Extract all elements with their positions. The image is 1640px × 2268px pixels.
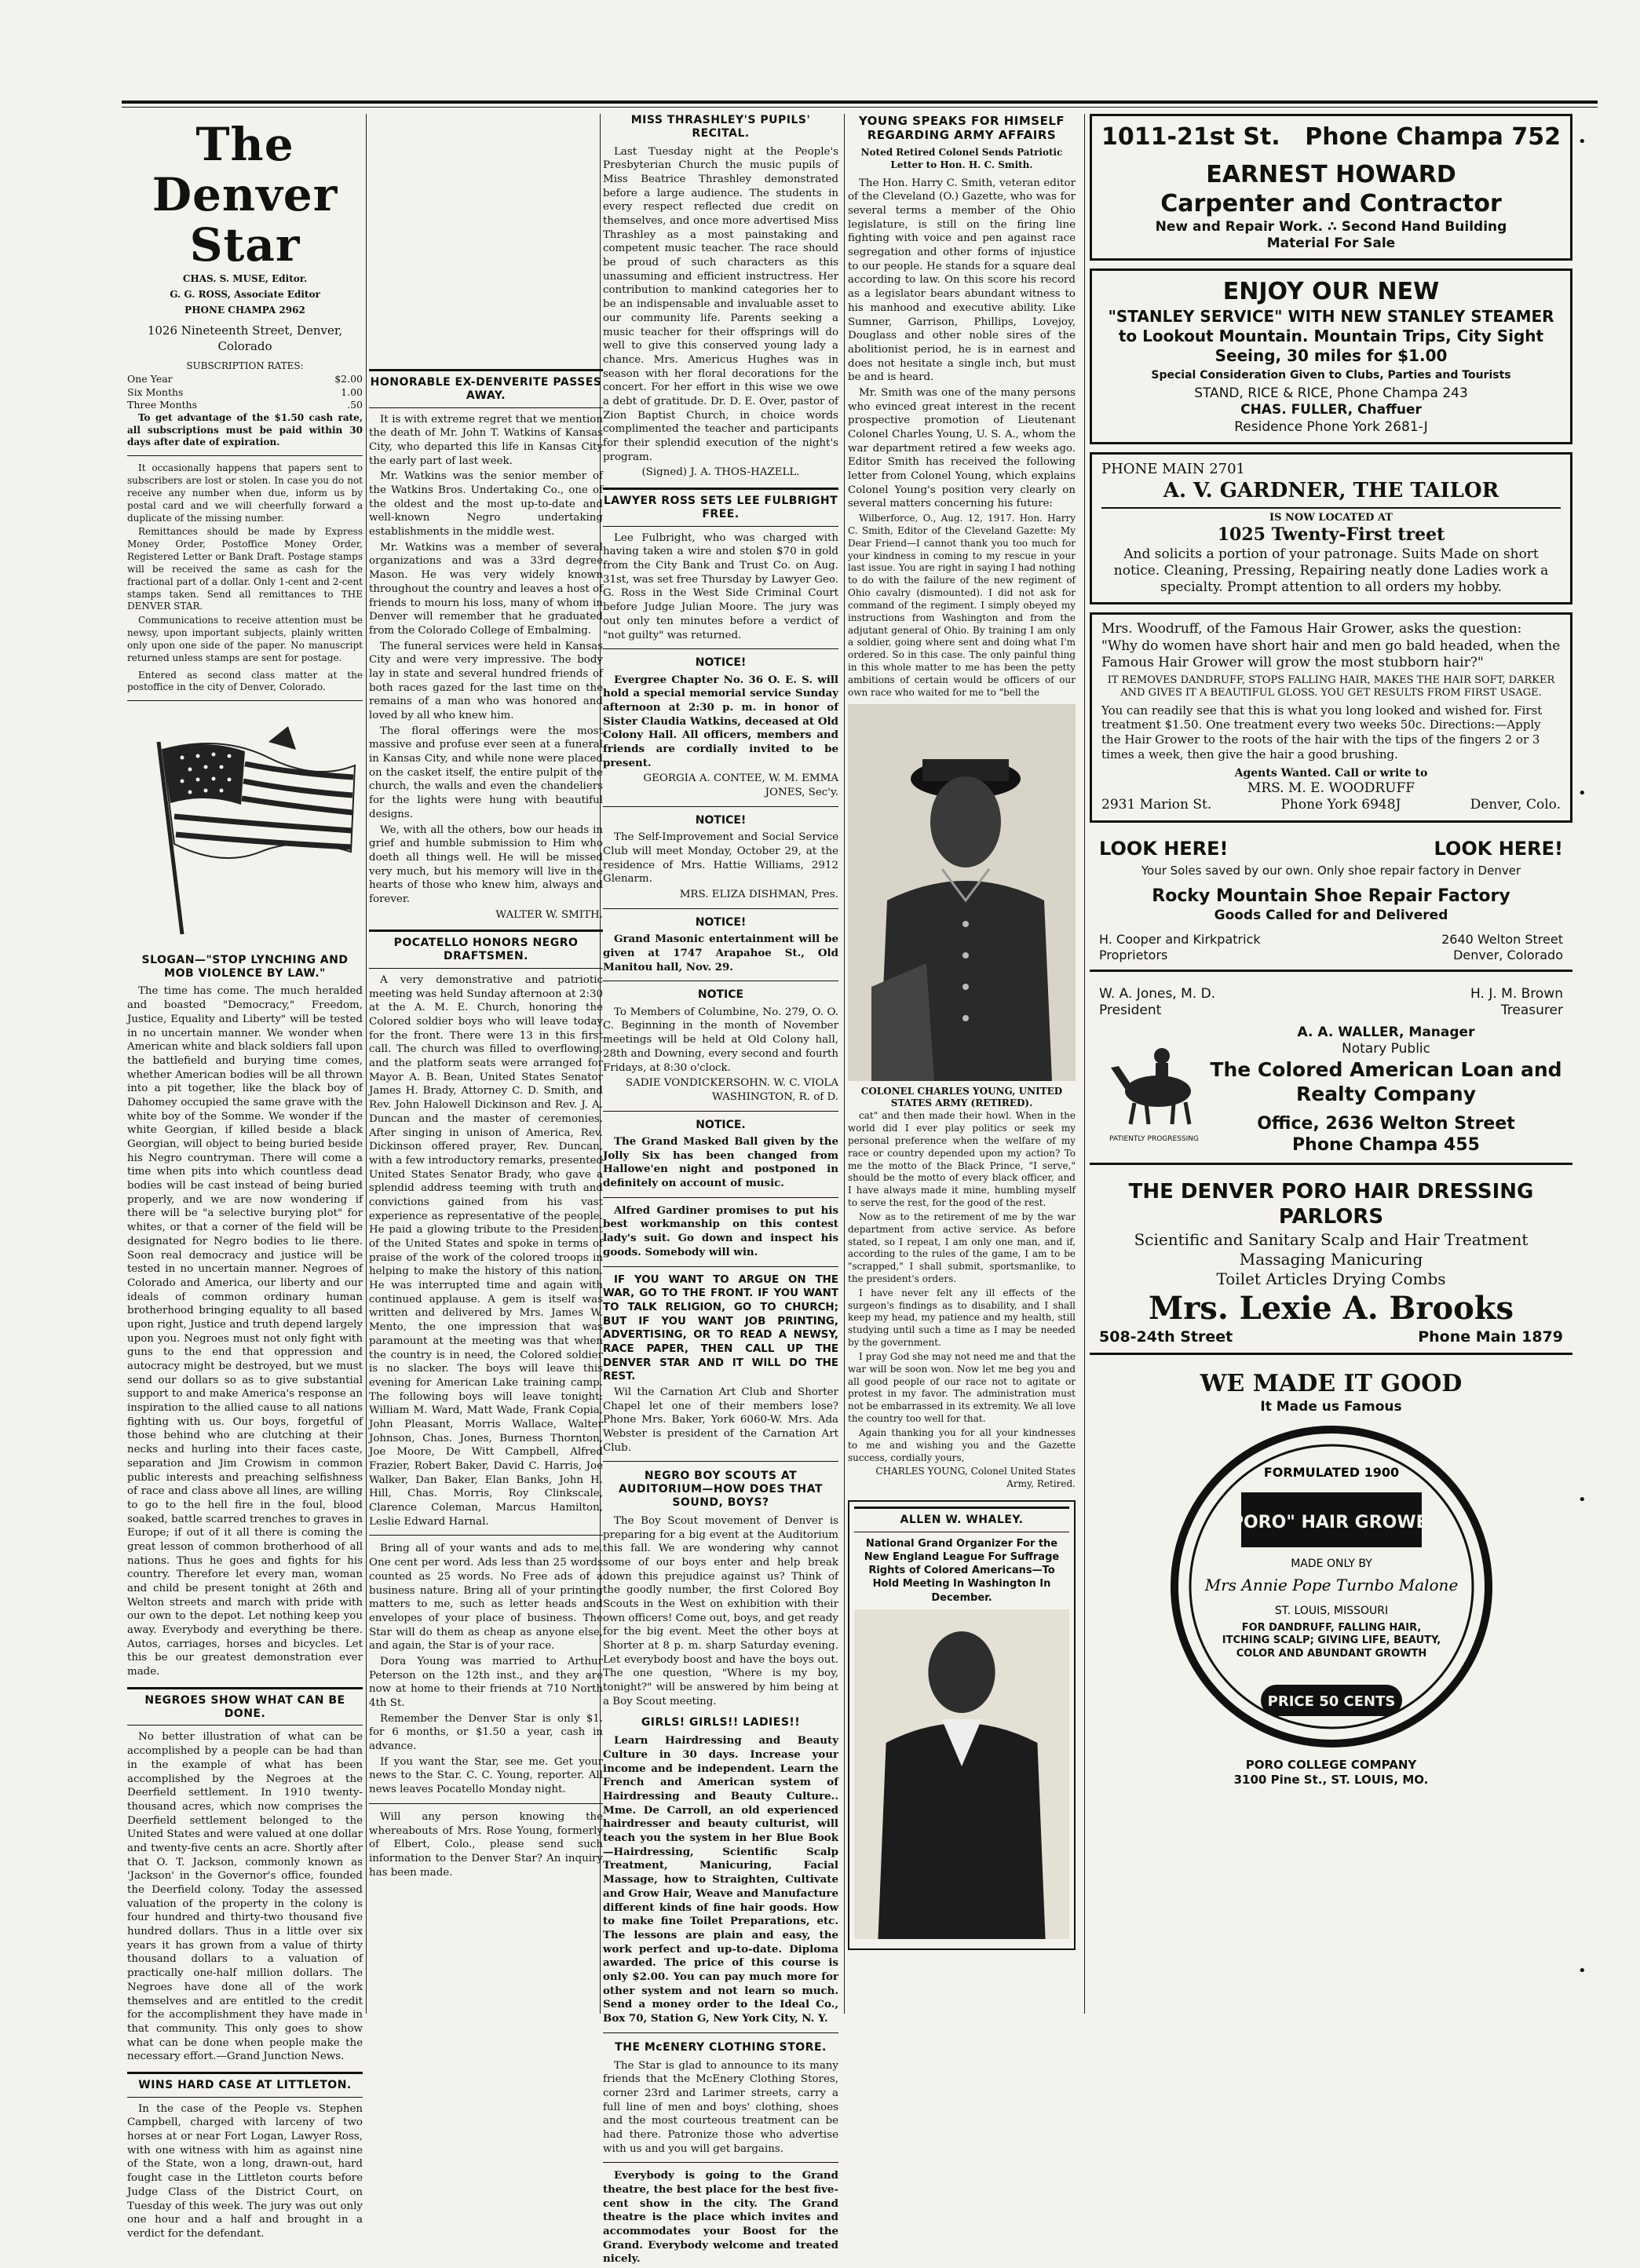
ad-colored-american-loan xyxy=(1090,980,1572,1165)
column-rule xyxy=(366,114,367,2014)
rates-note: To get advantage of the $1.50 cash rate, all subscriptions must be paid within 30 days after date of expiration. xyxy=(127,411,363,448)
rate-price: $2.00 xyxy=(334,373,363,385)
masthead-title: The Denver Star xyxy=(152,118,338,272)
rate-row xyxy=(127,373,363,386)
article-paragraph: Mr. Watkins was the senior member of the Watkins Bros. Undertaking Co., one of the oldest and the most up-to-date and well-known Negro undertaking establishments in the middle west. xyxy=(369,470,603,539)
ad-line: New and Repair Work. ∴ Second Hand Building xyxy=(1155,218,1507,235)
editor: CHAS. S. MUSE, Editor. xyxy=(182,273,308,285)
ad-address: 1025 Twenty-First treet xyxy=(1217,524,1445,545)
letter-text: Now as to the retirement of me by the war department from active service. As before stated, so I repeat, I am only one man, and if, according to the rules of the game, I am to be "scrapped," I shall submit, sportsmanlike, to the president's orders. xyxy=(848,1211,1076,1284)
seal-text: Mrs Annie Pope Turnbo Malone xyxy=(1204,1576,1458,1594)
ad-shoe-repair xyxy=(1090,831,1572,973)
signature: (Signed) J. A. THOS-HAZELL. xyxy=(641,466,800,479)
notice-remittances: Remittances should be made by Express Money Order, Postoffice Money Order, Registered Letter or Bank Draft. Postage stamps will be received the same as cash for the fractional part of a dollar. Only 1-cent and 2-cent stamps taken. Send all remittances to THE DENVER STAR. xyxy=(127,526,363,612)
margin-mark: • xyxy=(1578,1963,1587,1979)
gardiner-note: Alfred Gardiner promises to put his best workmanship on this contest lady's suit. Go down and inspect his goods. Somebody will win. xyxy=(603,1203,838,1258)
ad-text: Residence Phone York 2681-J xyxy=(1234,418,1428,435)
ad-phone: Phone Champa 752 xyxy=(1305,123,1561,151)
signature: CHARLES YOUNG, Colonel United States Army, Retired. xyxy=(875,1466,1076,1490)
subheadline: Noted Retired Colonel Sends Patriotic Letter to Hon. H. C. Smith. xyxy=(860,147,1063,170)
allen-whaley-photo xyxy=(854,1609,1069,1939)
headline: WINS HARD CASE AT LITTLETON. xyxy=(127,2072,363,2098)
ad-text: H. J. M. Brown xyxy=(1470,986,1563,1002)
notice-body: The Self-Improvement and Social Service Club will meet Monday, October 29, at the residence of Mrs. Hattie Williams, 2912 Glenarm. xyxy=(603,831,838,886)
ad-text: Your Soles saved by our own. Only shoe repair factory in Denver xyxy=(1141,863,1521,878)
associate-editor: G. G. ROSS, Associate Editor xyxy=(170,289,320,301)
article-body: Lee Fulbright, who was charged with having taken a wire and stolen $70 in gold from the City Bank and Trust Co. on Aug. 31st, was set free Thursday by Lawyer Geo. G. Ross in the West Side Criminal Court before Judge Julian Moore. The jury was out only ten minutes before a verdict of "not guilty" was returned. xyxy=(603,531,838,641)
ad-city: Denver, Colorado xyxy=(1453,948,1563,962)
grand-theatre-note: Everybody is going to the Grand theatre, the best place for the best five-cent show in the city. The Grand theatre is the place which invites and accommodates your Boost for the Grand. Everybody welcome and treated nicely. xyxy=(603,2169,838,2266)
ad-poro-hair-grower xyxy=(1090,1363,1572,1793)
margin-mark: • xyxy=(1578,1492,1587,1508)
notice-body: To Members of Columbine, No. 279, O. O. C. Beginning in the month of November meetings will be held at Old Colony hall, 28th and Downing, every second and fourth Fridays, at 8:30 o'clock. xyxy=(603,1006,838,1074)
notice-heading: NOTICE! xyxy=(695,915,747,929)
column-rule xyxy=(844,114,845,2014)
ad-phone: Phone Main 1879 xyxy=(1418,1328,1563,1346)
ad-stanley-steamer xyxy=(1090,268,1572,444)
headline: THE McENERY CLOTHING STORE. xyxy=(615,2040,827,2054)
seal-price: PRICE 50 CENTS xyxy=(1267,1693,1395,1710)
headline: NEGROES SHOW WHAT CAN BE DONE. xyxy=(127,1687,363,1726)
ad-caption: PATIENTLY PROGRESSING xyxy=(1109,1134,1200,1143)
column-2 xyxy=(369,361,603,1881)
article-paragraph: If you want the Star, see me. Get your news to the Star. C. C. Young, reporter. All news leaves Pocatello Monday night. xyxy=(369,1755,603,1796)
whaley-caption: National Grand Organizer For the New England League For Suffrage Rights of Colored Americans—To Hold Meeting In Washington In December. xyxy=(864,1537,1060,1604)
margin-mark: • xyxy=(1578,785,1587,802)
ad-text: W. A. Jones, M. D. xyxy=(1099,986,1216,1002)
letter-text: I pray God she may not need me and that the war will be soon won. Now let me beg you and all good people of our race not to agitate or protest in my favor. The administration must not be embarrassed in its extremity. We all love the country too well for that. xyxy=(848,1350,1076,1425)
ad-phone: Phone York 6948J xyxy=(1280,797,1401,813)
mule-rider-icon xyxy=(1103,1036,1205,1130)
seal-text: ST. LOUIS, MISSOURI xyxy=(1274,1605,1388,1617)
letter-text: cat" and then made their howl. When in the world did I ever play politics or seek my personal preference when the welfare of my race or country depended upon my action? To me the motto of the Black Prince, "I serve," should be the motto of every black officer, and I have always made it mine, humbling myself to serve the rest, for the good of the rest. xyxy=(848,1110,1076,1209)
notice-lost-papers: It occasionally happens that papers sent to subscribers are lost or stolen. In case you do not receive any number when due, inform us by postal card and we will cheerfully forward a duplicate of the missing number. xyxy=(127,462,363,524)
headline: MISS THRASHLEY'S PUPILS' RECITAL. xyxy=(630,114,811,140)
ad-text: Proprietors xyxy=(1099,948,1168,962)
headline: HONORABLE EX-DENVERITE PASSES AWAY. xyxy=(369,369,603,408)
slogan: SLOGAN—"STOP LYNCHING AND MOB VIOLENCE BY LAW." xyxy=(141,953,349,980)
ad-text: STAND, RICE & RICE, Phone Champa 243 xyxy=(1194,385,1468,401)
ad-gardner-tailor xyxy=(1090,452,1572,605)
ad-text: "STANLEY SERVICE" WITH NEW STANLEY STEAMER to Lookout Mountain. Mountain Trips, City Sight Seeing, 30 miles for $1.00 xyxy=(1108,306,1554,365)
ad-text: PORO COLLEGE COMPANY xyxy=(1245,1758,1417,1772)
column-4 xyxy=(848,114,1076,1950)
american-flag-illustration xyxy=(127,718,363,938)
article-body: Learn Hairdressing and Beauty Culture in 30 days. Increase your income and be independent. Learn the French and American system of Hairdressing and Beauty Culture.. Mme. De Carroll, an old experienced hairdresser and beauty culturist, will teach you the system in her Blue Book—Hairdressing, Scientific Scalp Treatment, Manicuring, Facial Massage, how to Straighten, Cultivate and Grow Hair, Weave and Manufacture different kinds of fine hair goods. How to make fine Toilet Preparations, etc. The lessons are plain and easy, the work perfect and up-to-date. Diploma awarded. The price of this course is only $2.00. You can pay much more for other system and not learn so much. Send a money order to the Ideal Co., Box 70, Station G, New York City, N. Y. xyxy=(603,1734,838,2025)
notice-signature: SADIE VONDICKERSOHN. W. C. VIOLA WASHINGTON, R. of D. xyxy=(625,1077,838,1103)
ad-address: 508-24th Street xyxy=(1099,1328,1233,1346)
headline: NEGRO BOY SCOUTS AT AUDITORIUM—HOW DOES THAT SOUND, BOYS? xyxy=(619,1470,823,1510)
rate-row xyxy=(127,386,363,400)
ad-text: Treasurer xyxy=(1500,1003,1563,1019)
letter-text: Wilberforce, O., Aug. 12, 1917. Hon. Harry C. Smith, Editor of the Cleveland Gazette: My Dear Friend—I cannot thank you too much for your kindness in coming to my rescue in your last issue. You are right in saying I had nothing to do with the failure of the new regiment of Ohio cavalry (dismounted). I did not ask for command of the regiment. I simply obeyed my instructions from Washington and from the adjutant general of Ohio. By training I am only a soldier, going where sent and doing what I'm ordered. So in this case. The only painful thing in this whole matter to me has been the petty ambitions of certain would be officers of our own race who waited for me to "bell the xyxy=(848,513,1076,698)
column-ads xyxy=(1090,114,1572,1802)
letter-text: Again thanking you for all your kindnesses to me and wishing you and the Gazette success, cordially yours, xyxy=(848,1426,1076,1463)
ad-name: A. V. GARDNER, THE TAILOR xyxy=(1101,478,1561,509)
article-paragraph: Remember the Denver Star is only $1. for 6 months, or $1.50 a year, cash in advance. xyxy=(369,1712,603,1753)
masthead-address: 1026 Nineteenth Street, Denver, Colorado xyxy=(147,323,343,353)
signature: WALTER W. SMITH. xyxy=(495,908,603,921)
ad-name: The Colored American Loan and Realty Company xyxy=(1210,1058,1562,1106)
ad-phone: PHONE MAIN 2701 xyxy=(1101,460,1245,477)
headline: LAWYER ROSS SETS LEE FULBRIGHT FREE. xyxy=(603,488,838,527)
ad-address: 2640 Welton Street xyxy=(1441,932,1563,947)
article-paragraph: A very demonstrative and patriotic meeting was held Sunday afternoon at 2:30 at the A. M. E. Church, honoring the Colored soldier boys who will leave today for the front. There were 13 in this first call. The church was filled to overflowing, and the platform seats were arranged for Mayor A. B. Bean, United States Senator James H. Brady, Attorney C. D. Smith, and Rev. John Halowell Dickinson and Rev. J. A. Duncan and the master of ceremonies. After singing in unison of America, Rev. Dickinson offered prayer, Rev. Duncan, with a few introductory remarks, presented United States Senator Brady, who gave a splendid address teeming with truth and convictions gained from his vast experience as representative of the people. He paid a glowing tribute to the President of the United States and spoke in terms of praise of the work of the colored troops in helping to make the history of this nation. He was interrupted time and again with continued applause. A gem is itself was written and delivered by Mrs. James W. Mento, the one impression that was paramount at the meeting was that when the country is in need, the Colored soldier is no slacker. The boys will leave this evening for American Lake training camp. The following boys will leave tonight: William M. Ward, Matt Wade, Frank Copia, John Pleasant, Morris Wallace, Walter Johnson, Chas. Jones, Burness Thornton, Joe Moore, De Witt Campbell, Alfred Frazier, Robert Baker, David C. Harris, Joe Walker, Dan Baker, Elan Banks, John H. Hill, Chas. Morris, Roy Clinkscale, Clarence Coleman, Marcus Hamilton, Leslie Edward Harnal. xyxy=(369,973,603,1528)
ad-name: Rocky Mountain Shoe Repair Factory xyxy=(1152,886,1510,907)
article-paragraph: We, with all the others, bow our heads in grief and humble submission to Him who doeth all things well. He will be missed very much, but his memory will live in the hearts of those who knew him, always and forever. xyxy=(369,824,603,905)
ad-city: Denver, Colo. xyxy=(1470,797,1561,813)
article-paragraph: The floral offerings were the most massive and profuse ever seen at a funeral in Kansas City, and while none were placed on the casket itself, the entire pulpit of the church, the walls and even the chandeliers for the lights were hung with beautiful designs. xyxy=(369,725,603,820)
masthead-phone: PHONE CHAMPA 2962 xyxy=(184,305,305,316)
ad-heading: WE MADE IT GOOD xyxy=(1200,1370,1463,1398)
ad-name: THE DENVER PORO HAIR DRESSING PARLORS xyxy=(1128,1179,1534,1229)
ad-name: MRS. M. E. WOODRUFF xyxy=(1247,780,1415,796)
article-paragraph: The funeral services were held in Kansas City and were very impressive. The body lay in state and several hundred friends of both races gazed for the last time on the remains of a man who was honored and loved by all who knew him. xyxy=(369,640,603,722)
ad-text: Scientific and Sanitary Scalp and Hair Treatment xyxy=(1134,1229,1529,1249)
ad-text: And solicits a portion of your patronage. Suits Made on short notice. Cleaning, Pressing, Repairing neatly done Ladies work a specialty. Prompt attention to all orders my hobby. xyxy=(1113,546,1549,595)
article-paragraph: Dora Young was married to Arthur Peterson on the 12th inst., and they are now at home to their friends at 710 North 4th St. xyxy=(369,1655,603,1709)
editorial-text: The time has come. The much heralded and boasted "Democracy," Freedom, Justice, Equality and Liberty" will be tested in no uncertain manner. We wonder when American white and black soldiers fall upon the battlefield and burying time comes, whether American bodies will be all thrown into a pit together, like the black boy of Dahomey occupied the same grave with the white boy of the Somme. We wonder if the white Georgian, if killed beside a black Georgian, will object to being buried beside his Negro countryman. There will come a time when pits into which countless dead bodies will be cast instead of being buried properly, and we are now wondering if there will be "a selective burying plot" for whites, or that a corner of the field will be designated for Negro bodies to lie there. Soon real democracy and justice will be tested in no uncertain manner. Negroes of Colorado and America, our liberty and our ideals of common ordinary human brotherhood bringing equality to all based upon right, Justice and truth depend largely upon you. Negroes must not only fight with guns to the end that oppression and autocracy might be destroyed, but we must send our dollars so as to give substantial support to and make America's response an inspiration to the allied cause to all nations fighting with us. Our boys, forgetful of those behind who are clutching at their necks and hurling into their faces caste, separation and Jim Crowism in common public interests and preaching selfishness of race and class above all lines, are willing to go to the hell fire in the foul, blood soaked, battle scarred trenches to graves in Europe; if out of it all there is coming the great lesson of common brotherhood of all nations. Thus he goes and fights for his country. Therefore let every man, woman and child be present tonight at 26th and Welton streets and march with pride with our own to the depot. Let nothing keep you away. Everybody and everything be there. Autos, carriages, horses and bicycles. Let this be our greatest demonstration ever made. xyxy=(127,985,363,1678)
ad-text: IT REMOVES DANDRUFF, STOPS FALLING HAIR, MAKES THE HAIR SOFT, DARKER AND GIVES IT A BEAUTIFUL GLOSS. YOU GET RESULTS FROM FIRST USAGE. xyxy=(1107,674,1555,699)
ad-text: Mrs. Woodruff, of the Famous Hair Grower, asks the question: "Why do women have short hair and men go bald headed, when the Famous Hair Grower will grow the most stubborn hair?" xyxy=(1101,621,1561,670)
ad-name: Mrs. Lexie A. Brooks xyxy=(1148,1289,1514,1327)
rate-price: .50 xyxy=(347,399,363,411)
letter-text: I have never felt any ill effects of the surgeon's findings as to disability, and I shall keep my head, my patience and my health, still studying until such a time as I may be needed by the government. xyxy=(848,1287,1076,1349)
notice-entered: Entered as second class matter at the postoffice in the city of Denver, Colorado. xyxy=(127,669,363,693)
poro-seal-icon xyxy=(1167,1422,1496,1751)
ad-text: President xyxy=(1099,1003,1162,1019)
notice-communications: Communications to receive attention must be newsy, upon important subjects, plainly written only upon one side of the paper. No manuscript returned unless stamps are sent for postage. xyxy=(127,615,363,663)
ad-text: You can readily see that this is what you long looked and wished for. First treatment $1.50. One treatment every two weeks 50c. Directions:—Apply the Hair Grower to the roots of the hair with the tips of the fingers 2 or 3 times a week, then give the hair a good brushing. xyxy=(1101,703,1543,761)
article-body: Last Tuesday night at the People's Presbyterian Church the music pupils of Miss Beatrice Thrashley demonstrated before a large audience. The students in every respect reflected due credit on themselves, and once more advertised Miss Thrashley as a most painstaking and competent music teacher. The race should be proud of such characters as this unassuming and efficient instructress. Her contribution to mankind categories her to be an indispensable and invaluable asset to our community life. Parents seeking a music teacher for their offsprings will do well to give this conserved young lady a chance. Mrs. Americus Hughes was in season with her floral decorations for the concert. For her effort in this wise we owe a debt of gratitude. Dr. D. E. Over, pastor of Zion Baptist Church, in choice words complimented the teacher and participants for their splendid execution of the night's program. xyxy=(603,145,838,463)
ad-text: Agents Wanted. Call or write to xyxy=(1234,766,1428,780)
ad-address: 2931 Marion St. xyxy=(1101,797,1212,813)
ad-text: Toilet Articles Drying Combs xyxy=(1216,1269,1446,1288)
photo-caption: COLONEL CHARLES YOUNG, UNITED STATES ARMY (RETIRED). xyxy=(860,1085,1063,1109)
article-paragraph: The Hon. Harry C. Smith, veteran editor of the Cleveland (O.) Gazette, who was for several terms a member of the Ohio legislature, is still on the firing line fighting with voice and pen against race segregation and other forms of injustice to our people. He stands for a square deal according to law. On this score his record as a legislator bears abundant witness to his manhood and executive ability. Like Sumner, Garrison, Phillips, Lovejoy, Douglass and other noble sires of the abolitionist period, he is in earnest and does not hesitate a single inch, but must be and is heard. xyxy=(848,177,1076,384)
notice-signature: GEORGIA A. CONTEE, W. M. EMMA JONES, Sec'y. xyxy=(643,772,838,799)
article-paragraph: Will any person knowing the whereabouts of Mrs. Rose Young, formerly of Elbert, Colo., please send such information to the Denver Star? An inquiry has been made. xyxy=(369,1810,603,1879)
ad-text: It Made us Famous xyxy=(1260,1398,1402,1415)
notice-signature: MRS. ELIZA DISHMAN, Pres. xyxy=(679,889,838,901)
colonel-young-photo xyxy=(848,704,1076,1081)
column-1 xyxy=(127,114,363,2243)
notice-heading: NOTICE xyxy=(697,988,744,1002)
top-rule-thin xyxy=(122,107,1598,108)
ad-woodruff-hair-grower xyxy=(1090,612,1572,822)
margin-mark: • xyxy=(1578,133,1587,150)
notice-body: Grand Masonic entertainment will be given at 1747 Arapahoe St., Old Manitou hall, Nov. 29. xyxy=(603,933,838,973)
ad-text: CHAS. FULLER, Chaffuer xyxy=(1240,402,1422,418)
article-body: No better illustration of what can be accomplished by a people can be had than in the example of what has been accomplished by the Negroes at the Deerfield settlement. In 1910 twenty-thousand acres, which now comprises the Deerfield settlement belonged to the United States and were valued at one dollar and twenty-five cents an acre. Shortly after that O. T. Jackson, commonly known as 'Jackson' in the Governor's office, founded the Deerfield colony. Today the assessed valuation of the property in the colony is four hundred and thirty-two thousand five hundred dollars. Thus in a little over six years it has grown from a value of thirty thousand dollars to a valuation of practically one-half million dollars. The Negroes have done all of the work themselves and are entitled to the credit for the accomplishment they have made in that community. This only goes to show what can be done when people make the necessary effort.—Grand Junction News. xyxy=(127,1731,363,2063)
war-notice: IF YOU WANT TO ARGUE ON THE WAR, GO TO THE FRONT. IF YOU WANT TO TALK RELIGION, GO TO CHURCH; BUT IF YOU WANT JOB PRINTING, ADVERTISING, OR TO READ A NEWSY, RACE PAPER, THEN CALL UP THE DENVER STAR AND IT WILL DO THE REST. xyxy=(603,1273,838,1383)
ad-text: Goods Called for and Delivered xyxy=(1214,907,1448,923)
notice-body: The Grand Masked Ball given by the Jolly Six has been changed from Hallowe'en night and postponed in definitely on account of music. xyxy=(603,1135,838,1190)
ad-text: A. A. WALLER, Manager xyxy=(1297,1024,1475,1040)
ad-line: Material For Sale xyxy=(1266,235,1396,251)
rate-label: Three Months xyxy=(127,399,197,411)
seal-text: MADE ONLY BY xyxy=(1290,1558,1372,1570)
ad-text: Special Consideration Given to Clubs, Parties and Tourists xyxy=(1151,368,1511,382)
notice-heading: NOTICE! xyxy=(695,656,747,670)
rate-row xyxy=(127,399,363,412)
rate-label: Six Months xyxy=(127,385,184,398)
carnation-note: Wil the Carnation Art Club and Shorter Chapel let one of their members lose? Phone Mrs. Baker, York 6060-W. Mrs. Ada Webster is president of the Carnation Art Club. xyxy=(603,1386,838,1454)
rate-label: One Year xyxy=(127,373,173,385)
ad-text: H. Cooper and Kirkpatrick xyxy=(1099,932,1261,947)
ad-text: IS NOW LOCATED AT xyxy=(1269,511,1393,524)
article-paragraph: Bring all of your wants and ads to me. One cent per word. Ads less than 25 words counted as 25 words. No Free ads of a business nature. Bring all of your printing matters to me, such as letter heads and envelopes of your place of business. The Star will do them as cheap as anyone else, and again, the Star is of your race. xyxy=(369,1543,603,1653)
ad-heading: LOOK HERE! xyxy=(1434,837,1563,860)
rate-price: 1.00 xyxy=(341,385,363,398)
ad-name: EARNEST HOWARD xyxy=(1206,160,1456,188)
ad-phone: Phone Champa 455 xyxy=(1292,1135,1480,1155)
article-paragraph: Mr. Smith was one of the many persons who evinced great interest in the recent prospective promotion of Lieutenant Colonel Charles Young, U. S. A., whom the war department retired a few weeks ago. Editor Smith has received the following letter from Colonel Young, which explains Colonel Young's position very clearly on several matters concerning his future: xyxy=(848,386,1076,510)
notice-heading: NOTICE! xyxy=(695,813,747,827)
article-body: The Boy Scout movement of Denver is preparing for a big event at the Auditorium this fall. We are wondering why cannot some of our boys enter and help break down this prejudice against us? Think of the goodly number, the first Colored Boy Scouts in the West on exhibition with their own officers! Come out, boys, and get ready for the big event. Meet the other boys at Shorter at 8 p. m. sharp Saturday evening. Let everybody boost and have the boys out. The one question, "Where is my boy, tonight?" will be answered by him being at a Boy Scout meeting. xyxy=(603,1514,838,1707)
seal-text: "PORO" HAIR GROWER xyxy=(1221,1513,1441,1532)
ad-heading: LOOK HERE! xyxy=(1099,837,1229,860)
seal-text: FORMULATED 1900 xyxy=(1263,1465,1399,1480)
notice-body: Evergree Chapter No. 36 O. E. S. will hold a special memorial service Sunday afternoon at 2:30 p. m. in honor of Sister Claudia Watkins, deceased at Old Colony Hall. All officers, members and friends are cordially invited to be present. xyxy=(603,673,838,769)
headline: POCATELLO HONORS NEGRO DRAFTSMEN. xyxy=(369,929,603,969)
headline: YOUNG SPEAKS FOR HIMSELF REGARDING ARMY AFFAIRS xyxy=(858,114,1065,142)
ad-text: Massaging Manicuring xyxy=(1239,1249,1423,1269)
headline: GIRLS! GIRLS!! LADIES!! xyxy=(641,1716,801,1729)
ad-text: Notary Public xyxy=(1342,1040,1430,1057)
ad-earnest-howard xyxy=(1090,114,1572,261)
ad-address: 3100 Pine St., ST. LOUIS, MO. xyxy=(1233,1772,1429,1787)
ad-address: Office, 2636 Welton Street xyxy=(1257,1113,1515,1134)
column-3 xyxy=(603,114,838,2268)
article-paragraph: It is with extreme regret that we mention the death of Mr. John T. Watkins of Kansas City, who departed this life in Kansas City the early part of last week. xyxy=(369,413,603,467)
seal-text: FOR DANDRUFF, FALLING HAIR, ITCHING SCALP; GIVING LIFE, BEAUTY, COLOR AND ABUNDANT GROWTH xyxy=(1222,1622,1441,1660)
ad-poro-parlors xyxy=(1090,1173,1572,1356)
top-rule xyxy=(122,100,1598,104)
notice-heading: NOTICE. xyxy=(696,1118,746,1131)
article-paragraph: Mr. Watkins was a member of several organizations and was a 33rd degree Mason. He was very widely known throughout the country and leaves a host of friends to mourn his loss, many of whom in Denver will remember that he graduated from the Colorado College of Embalming. xyxy=(369,541,603,637)
ad-trade: Carpenter and Contractor xyxy=(1160,190,1502,217)
ad-address: 1011-21st St. xyxy=(1101,123,1280,151)
ad-heading: ENJOY OUR NEW xyxy=(1222,278,1440,305)
headline: ALLEN W. WHALEY. xyxy=(854,1507,1069,1532)
article-body: In the case of the People vs. Stephen Campbell, charged with larceny of two horses at or near Fort Logan, Lawyer Ross, with one witness with him as against nine of the State, won a long, drawn-out, hard fought case in the Littleton courts before Judge Class of the District Court, on Tuesday of this week. The jury was out only one hour and a half and brought in a verdict for the defendant. xyxy=(127,2102,363,2240)
column-rule xyxy=(1084,114,1085,2014)
rates-title: SUBSCRIPTION RATES: xyxy=(186,360,304,372)
article-body: The Star is glad to announce to its many friends that the McEnery Clothing Stores, corner 23rd and Larimer streets, carry a full line of men and boys' clothing, shoes and the most courteous treatment can be had there. Patronize those who advertise with us and you will get bargains. xyxy=(603,2059,838,2155)
